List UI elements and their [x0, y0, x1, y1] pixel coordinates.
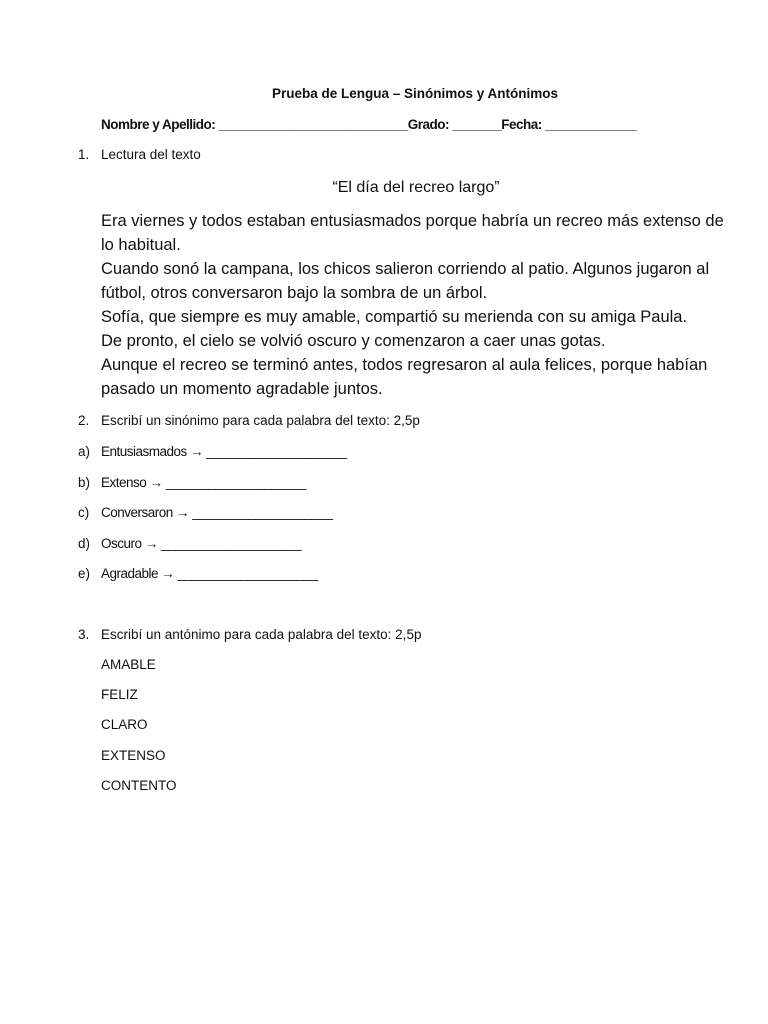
story-paragraph: De pronto, el cielo se volvió oscuro y comenzaron a caer unas gotas.	[101, 332, 606, 350]
section-1-number: 1.	[78, 147, 90, 162]
synonym-item-letter: c)	[78, 505, 90, 520]
antonym-word: AMABLE	[101, 657, 156, 672]
synonym-item-letter: b)	[78, 475, 91, 490]
story-paragraph: Era viernes y todos estaban entusiasmados porque habría un recreo más extenso de lo habitual.	[101, 212, 724, 254]
section-1-label: Lectura del texto	[101, 147, 201, 162]
section-2-label: Escribí un sinónimo para cada palabra del texto: 2,5p	[101, 413, 420, 428]
synonym-item: Extenso → ____________________	[101, 475, 306, 490]
antonym-word: FELIZ	[101, 687, 138, 702]
page-title: Prueba de Lengua – Sinónimos y Antónimos	[271, 86, 559, 101]
antonym-word: EXTENSO	[101, 748, 166, 763]
synonym-item: Entusiasmados → ____________________	[101, 444, 347, 459]
synonym-item-letter: d)	[78, 536, 91, 551]
synonym-item-letter: e)	[78, 566, 91, 581]
story-paragraph: Cuando sonó la campana, los chicos salieron corriendo al patio. Algunos jugaron al fútbol, otros conversaron bajo la sombra de un árbol.	[101, 260, 710, 302]
student-info-line: Nombre y Apellido: ___________________________Grado: _______Fecha: _____________	[101, 117, 637, 132]
section-3-label: Escribí un antónimo para cada palabra del texto: 2,5p	[101, 627, 422, 642]
story-paragraph: Aunque el recreo se terminó antes, todos regresaron al aula felices, porque habían pasado un momento agradable juntos.	[101, 356, 708, 398]
synonym-item-letter: a)	[78, 444, 91, 459]
section-3-number: 3.	[78, 627, 90, 642]
antonym-word: CLARO	[101, 717, 148, 732]
synonym-item: Conversaron → ____________________	[101, 505, 333, 520]
synonym-item: Oscuro → ____________________	[101, 536, 302, 551]
story-title: “El día del recreo largo”	[332, 179, 500, 196]
antonym-word: CONTENTO	[101, 778, 177, 793]
section-2-number: 2.	[78, 413, 90, 428]
synonym-item: Agradable → ____________________	[101, 566, 318, 581]
story-paragraph: Sofía, que siempre es muy amable, compartió su merienda con su amiga Paula.	[101, 308, 688, 326]
story-text	[101, 209, 741, 401]
